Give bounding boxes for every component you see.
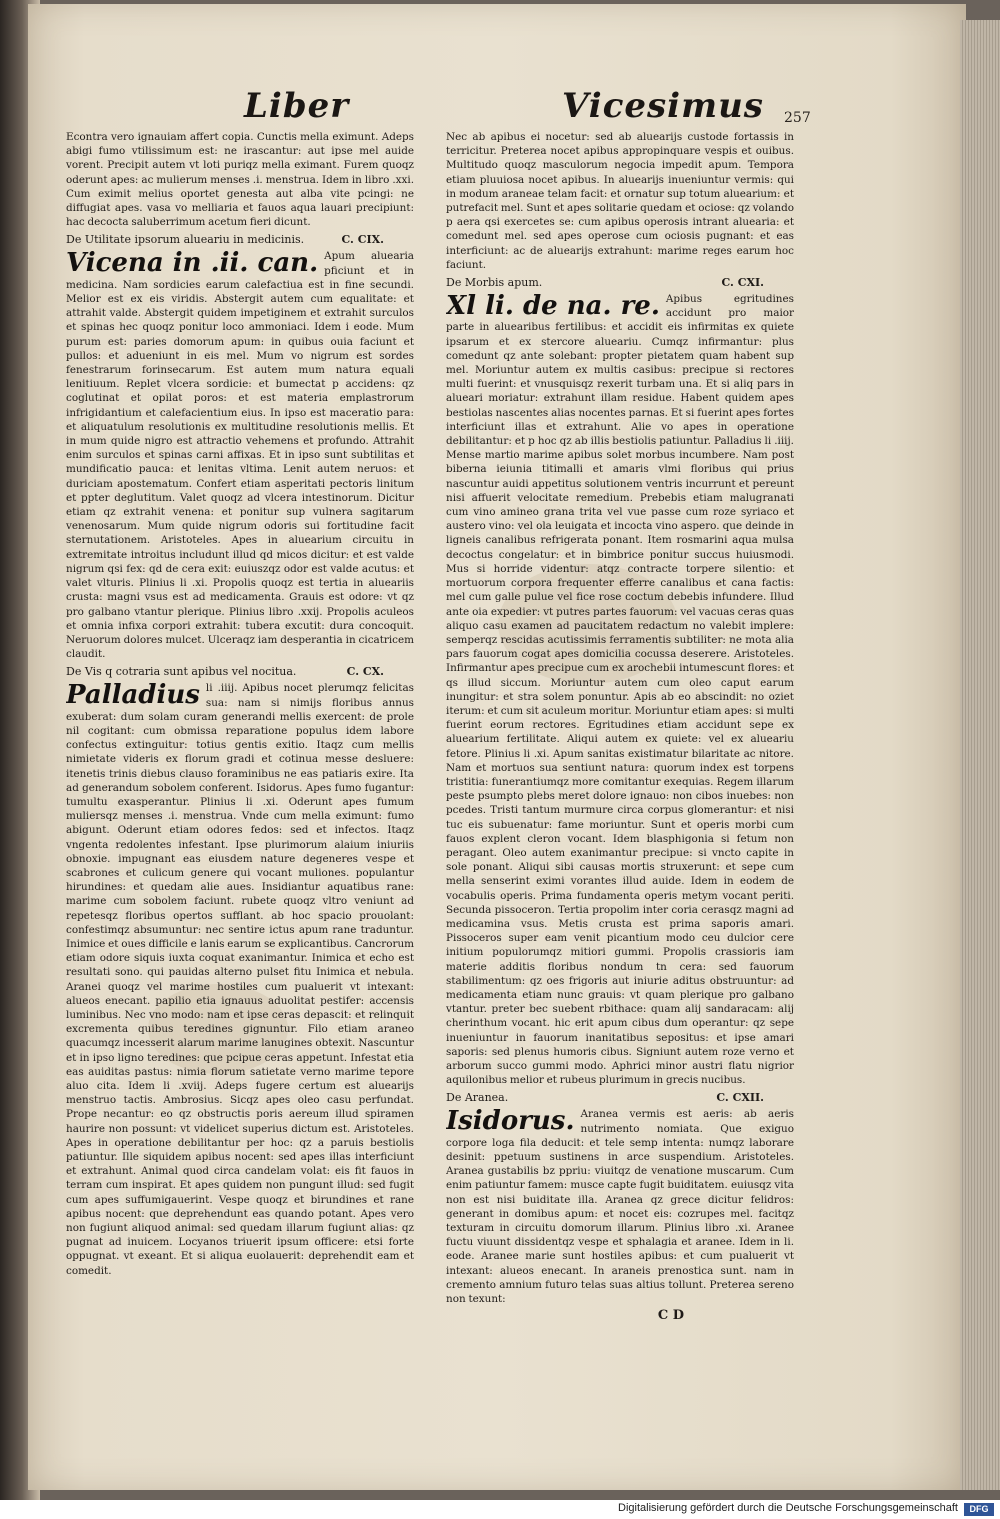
lead-author: Isidorus. — [446, 1107, 575, 1137]
section-body-cxii — [446, 1107, 794, 1306]
section-body-cix — [66, 249, 414, 661]
section-heading-cxi — [446, 276, 794, 290]
section-heading-cx — [66, 665, 414, 679]
funding-credit: Digitalisierung gefördert durch die Deutsche Forschungsgemeinschaft — [618, 1502, 958, 1514]
section-body-cxi — [446, 292, 794, 1087]
right-intro-paragraph: Nec ab apibus ei nocetur: sed ab aluearijs custode fortassis in terricitur. Preterea nocet apibus appropinquare vespis et ouibus. Multitudo quoqz masculorum negocia impedit apum. Tempora etiam pluuiosa nocet apibus. In aluearijs inueniuntur vermis: qui in modum araneae telam facit: et ornatur sup totum aluearium: et putrefacit mel. Sunt et apes solitarie quedam et ociose: qz volando p aera qsi exercetes se: cum apibus operosis intrant aluearia: et comedunt mel. sed apes operose cum ociosis pugnant: et eas interficiunt: ac de aluearijs extrahunt: marime reges earum hoc faciunt. — [446, 131, 794, 271]
running-head-left: Liber — [244, 86, 350, 126]
section-number: C. CXII. — [716, 1091, 764, 1105]
running-head-right: Vicesimus — [562, 86, 764, 126]
section-number: C. CX. — [346, 665, 384, 679]
section-title: De Vis q cotraria sunt apibus vel nocitua. — [66, 665, 297, 679]
section-text: Apibus egritudines accidunt pro maior parte in aluearibus fertilibus: et accidit eis infirmitas ex quiete ipsarum et ex stercore alueariu. Cumqz infirmantur: plus comedunt qz ante solebant: propter pietatem quam habent sup mel. Moriuntur autem ex multis casibus: precipue si rectores multi fuerint: et vnusquisqz rexerit turbam una. Et si aliq pars in alueari moriatur: extrahunt illam residue. Habent quidem apes bestiolas nascentes alias nocentes parnas. Et si fuerint apes fortes interficiunt illas et extrahunt. Alie vo apes in operatione debilitantur: et p hoc qz ab illis bestiolis patiuntur. Palladius li .iiij. Mense martio marime apibus solet morbus incumbere. Nam post biberna ieiunia titimalli et amaris vlmi floribus qui prius nascuntur auidi appetitus solutionem ventris incurrunt et pereunt nisi affuerit velocitate remedium. Prebebis etiam malugranati cum vino amineo grana trita vel vue passe cum roze syriaco et austero vino: vel ola leuigata et incocta vino aspero. que deinde in ligneis canalibus refrigerata ponant. Item rosmarini aqua mulsa decoctus congelatur: et in bimbrice ponitur succus huiusmodi. Mus si horride videntur: atqz contracte torpere silentio: et mortuorum corpora frequenter efferre canalibus et cana factis: mel cum galle pulue vel fice rose coctum debebis infundere. Illud ante oia expedier: vt putres partes fauorum: vel vacuas ceras quas aliquo casu examen ad paucitatem redactum no valebit implere: semperqz rescidas acutissimis ferramentis subtiliter: ne mota alia pars fauorum cogat apes domicilia cocussa deserere. Aristoteles. Infirmantur apes precipue cum ex arochebii intumescunt flores: et qs illud siccum. Moriuntur autem cum oleo caput earum inungitur: et stra solem ponuntur. Apis ab eo abscindit: no oziet iterum: et cum sit aculeum moritur. Moriuntur etiam apes: si multi fuerint eorum rectores. Egritudines etiam accidunt sepe ex aluearium fertilitate. Aliqui autem ex quiete: vel ex alueariu fetore. Plinius li .xi. Apum sanitas existimatur bilaritate ac nitore. Nam et mortuos sua sentiunt natura: quorum index est torpens tristitia: funerantiumqz more comitantur exequias. Regem illarum peste psumpto plebs meret dolore ignauo: non cibos inuebes: non pcedes. Tristi tantum murmure circa corpus glomerantur: et nisi tuc eis subuenatur: fame moriuntur. Sunt et operis morbi cum fauos explent cleron vocant. Idem blasphigonia si fetum non peragant. Oleo autem exanimantur precipue: si vncto capite in sole ponant. Aliqui sibi causas mortis struxerunt: et sepe cum mella senserint eximi vorantes illud auide. Idem in eodem de vocabulis operis. Prima fundamenta operis metym vocant periti. Secunda pissoceron. Tertia propolim inter coria cerasqz magni ad medicamina vsus. Metis crusta est prima saporis amari. Pissoceros super eam venit picantium modo ceu dulcior cere initium populorumqz mitiori gummi. Propolis crassioris iam materie additis floribus nondum tn cera: sed fauorum stabilimentum: qz oes frigoris aut iniurie aditus obstruuntur: ad medicamenta etiam nunc grauis: vt quam plerique pro galbano vtantur. preter bec suebent rbithace: quam alij sandaracam: alij cherinthum vocant. hic erit apum cibus dum operantur: qz sepe inueniuntur in fauorum inanitatibus sepositus: et ipse amari saporis: sed plenus humoris cibus. Signiunt autem roze verno et arborum succo gummi modo. Aphrici minor austri flatu nigrior aquilonibus melior et rubeus plurimum in grecis nucibus. — [446, 293, 794, 1087]
dfg-logo: DFG — [964, 1503, 994, 1516]
section-body-cx — [66, 681, 414, 1278]
right-column — [446, 130, 794, 1323]
section-text: Aranea vermis est aeris: ab aeris nutrimento nomiata. Que exiguo corpore loga fila deducit: et tele semp intenta: numqz laborare desinit: ppetuum sustinens in arce suspendium. Aristoteles. Aranea gustabilis bz ppriu: viuitqz de venatione muscarum. Cum enim patiuntur famem: musce capte fugit buiditatem. euiusqz vita non est nisi buiditate illa. Aranea qz grece dicitur felidros: generant in domibus apum: et nocet eis: cozrupes mel. facitqz texturam in circuitu domorum illarum. Plinius libro .xi. Aranee fuctu viuunt dissidentqz vespe et sphalagia et aranee. Idem in li. eode. Aranee marie sunt hostiles apibus: et cum pualuerit vt intexant: alueos enecant. In araneis prenostica sunt. nam in cremento amnium futuro telas suas altius tollunt. Preterea sereno non texunt: — [446, 1108, 794, 1306]
lead-author: Vicena in .ii. can. — [66, 249, 319, 279]
section-text: Apum aluearia pficiunt et in medicina. Nam sordicies earum calefactiua est in fine secundi. Melior est ex eis viridis. Abstergit autem cum equalitate: et attrahit valde. Abstergit quidem impetiginem et extrahit surculos et spinas hec quoqz ponitur loco ammoniaci. Idem i eode. Mum purum est: paries domorum apum: in quibus ouia faciunt et pullos: et adueniunt in eis mel. Mum vo nigrum est sordes fenestrarum forinsecarum. Est autem mum natura equali lenitiuum. Replet vlcera sordicie: et bumectat p accidens: qz coglutinat et opilat poros: et est materia emplastrorum infrigidantium et calefacientium eius. In ipso est maceratio para: et aliquatulum resolutionis ex multitudine resolutionis mellis. Et in mum quide nigro est attractio vehemens et profundo. Attrahit enim surculos et spinas carni affixas. Et in ipso sunt subtilitas et mundificatio pauca: et lenitas vltima. Lenit autem neruos: et duriciam apostematum. Confert etiam asperitati pectoris linitum et ppter deglutitum. Valet quoqz ad vlcera intestinorum. Dicitur etiam qz extrahit venena: et ponitur sup vulnera sagitarum venenosarum. Mum quide nigrum odoris sui fortitudine facit sternutationem. Aristoteles. Apes in aluearium circuitu in extremitate introitus includunt illud qd micos dicitur: et est valde nigrum qsi fex: qd de cera exit: euiuszqz odor est valde acutus: et valet vlturis. Plinius li .xi. Propolis quoqz est tertia in alueariis crusta: magni vsus est ad medicamenta. Grauis est odore: vt qz pro galbano vtantur plerique. Plinius libro .xxij. Propolis aculeos et omnia infixa corpori extrahit: tubera excutit: dura concoquit. Neruorum dolores mulcet. Ulceraqz iam desperantia in cicatricem claudit. — [66, 250, 414, 661]
section-title: De Morbis apum. — [446, 276, 543, 290]
catchword: C D — [657, 1308, 684, 1324]
page-number: 257 — [784, 110, 811, 126]
page-stack-edge — [960, 20, 1000, 1490]
section-text: li .iiij. Apibus nocet plerumqz felicitas sua: nam si nimijs floribus annus exuberat: dum solam curam generandi mellis exercent: de prole nil cogitant: cum obmissa reparatione populus idem labore confectus extinguitur: totius gentis exitio. Itaqz cum mellis nimietate videris ex florum gradi et cotinua messe desluere: itenetis trinis diebus clauso foraminibus ne eas patiaris exire. Ita ad generandum sobolem conferent. Isidorus. Apes fumo fugantur: tumultu exasperantur. Plinius li .xi. Oderunt apes fumum muliersqz menses .i. menstrua. Vnde cum mella eximunt: fumo abigunt. Oderunt etiam odores fedos: sed et infectos. Itaqz vngenta redolentes infestant. Ipse plurimorum alaium iniuriis obnoxie. impugnant eas eiusdem nature degeneres vespe et scabrones et culicum genere qui vocant muliones. populantur hirundines: et quedam alie aues. Insidiantur aquatibus rane: marime cum sobolem faciunt. rubete quoqz vltro veniunt ad repetesqz floribus opertos sufflant. ab hoc spacio prouolant: confestimqz absumuntur: nec sentire ictus apum rane traduntur. Inimice et oues difficile e lanis earum se explicantibus. Cancrorum etiam odore siquis iuxta coquat exanimantur. Inimica et echo est resultati sono. qui pauidas alterno pulset fitu Inimica et nebula. Aranei quoqz vel marime hostiles cum pualuerit vt intexant: alueos enecant. papilio etia ignauus aduolitat pestifer: accensis luminibus. Nec vno modo: nam et ipse ceras depascit: et relinquit excrementa quibus teredines gignuntur. Filo etiam araneo quacumqz incesserit alarum marime lanugines obtexit. Nascuntur et in ipso ligno teredines: que pcipue ceras appetunt. Infestat etia eas auiditas pastus: nimia florum satietate verno marime tepore aluo cita. Idem li .xviij. Adeps fugere certum est aluearijs menstruo tactis. Ambrosius. Sicqz apes oleo casu perfundat. Prope necantur: eo qz obstructis poris aereum illud spiramen haurire non possunt: vt videlicet superius dictum est. Aristoteles. Apes in operatione debilitantur per hoc: qz a paruis bestiolis patiuntur. Ille siquidem apibus nocent: sed apes illas interficiunt et extrahunt. Animal quod circa candelam volat: eis fit fauos in terram cum inspirat. Et apes quidem non pungunt illud: sed fugit cum apes suffumigauerint. Vespe quoqz et birundines et rane apibus nocent: que deprehendunt eas quando potant. Apes vero non fugiunt aliquod animal: sed quedam illarum fugiunt alias: qz pugnat ad inuicem. Locyanos triuerit ipsum officere: etsi forte oppugnat. vt exeant. Et si aliqua euolauerit: deprehendit eam et comedit. — [66, 682, 414, 1277]
section-heading-cxii — [446, 1091, 794, 1105]
left-intro-paragraph: Econtra vero ignauiam affert copia. Cunctis mella eximunt. Adeps abigi fumo vtilissimum est: ne irascantur: aut ipse mel auide vorent. Precipit autem vt loti puriqz mella eximant. Furem quoqz oderunt apes: ac mulierum menses .i. menstrua. Idem in libro .xxi. Cum eximit melius oportet genesta aut alba vite pcingi: ne diffugiat apes. vasa vo melliaria et fauos aqua lauari precipiunt: hac decocta saluberrimum acetum fieri dicunt. — [66, 131, 414, 229]
section-number: C. CXI. — [721, 276, 764, 290]
section-heading-cix — [66, 233, 414, 247]
section-title: De Utilitate ipsorum alueariu in medicinis. — [66, 233, 305, 247]
lead-author: Xl li. de na. re. — [446, 292, 660, 322]
section-title: De Aranea. — [446, 1091, 509, 1105]
left-column — [66, 130, 414, 1278]
section-number: C. CIX. — [341, 233, 384, 247]
lead-author: Palladius — [66, 681, 200, 711]
